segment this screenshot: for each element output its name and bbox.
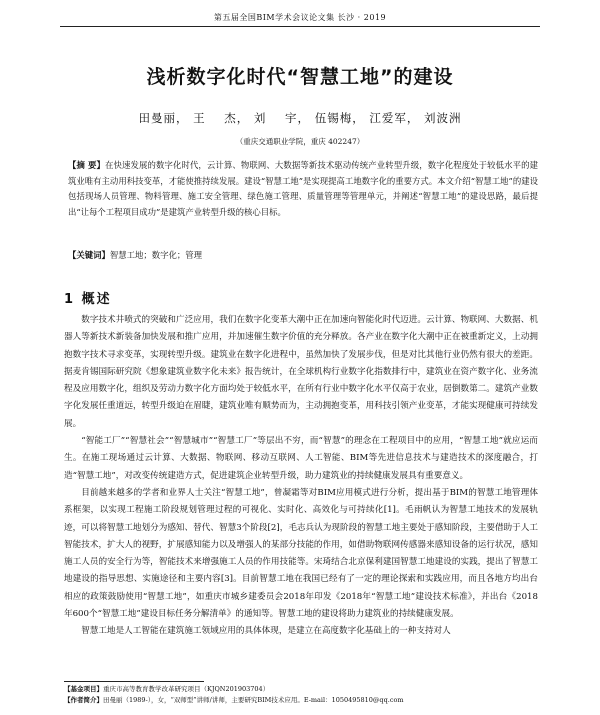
- paragraph: “智能工厂”“智慧社会”“智慧城市”“智慧工厂”等层出不穷，而“智慧”的理念在工程项目中的应用，“智慧工地”就应运而生。在施工现场通过云计算、大数据、物联网、移动互联网、人工智能、BIM等先进信息技术与建造技术的深度融合，打造“智慧工地”，对改变传统建造方式，促进建筑企业转型升级，助力建筑业的持续健康发展具有重要意义。: [64, 436, 538, 481]
- abstract: [68, 158, 538, 220]
- running-head: 第五届全国BIM学术会议论文集 长沙 · 2019: [213, 13, 387, 22]
- paragraph: 目前越来越多的学者和业界人士关注“智慧工地”，曾凝霜等对BIM应用模式进行分析，提出基于BIM的智慧工地管理体系框架，以实现工程施工阶段规划管理过程的可视化、实时化、高效化与可持续化[1]。毛雨帆认为智慧工地技术的发展轨迹，可以将智慧工地划分为感知、替代、智慧3个阶段[2]，毛志兵认为现阶段的智慧工地主要处于感知阶段，主要借助于人工智能技术，扩大人的视野，扩展感知能力以及增强人的某部分技能的作用，如借助物联网传感器来感知设备的运行状况，感知施工人员的安全行为等，智能技术来增强施工人员的作用技能等。宋琦结合北京保利建国智慧工地建设的实践，提出了智慧工地建设的指导思想、实施途径和主要内容[3]。目前智慧工地在我国已经有了一定的理论探索和实践应用，而且各地方均出台相应的政策鼓励使用“智慧工地”，如重庆市城乡建委员会2018年印发《2018年“智慧工地”建设技术标准》，并出台《2018年600个“智慧工地”建设目标任务分解清单》的通知等。智慧工地的建设将助力建筑业的持续健康发展。: [64, 487, 538, 620]
- footnote-text: 田曼丽（1989-），女，“双师型”讲师/讲师，主要研究BIM技术应用。E-mail：1050495810@qq.com: [103, 696, 404, 704]
- body-text: [64, 312, 538, 641]
- section-heading: [64, 288, 112, 307]
- footnote-funding: [64, 684, 538, 695]
- keywords-text: 智慧工地；数字化；管理: [109, 250, 202, 260]
- paragraph: 数字技术井喷式的突破和广泛应用，我们在数字化变革大潮中正在加速向智能化时代迈进。云计算、物联网、大数据、机器人等新技术新装备加快发展和推广应用，并加速催生数字价值的充分释放。各产业在数字化大潮中正在被重新定义，上动拥抱数字技术寻求变革，实现转型升级。建筑业在数字化进程中，虽然加快了发展步伐，但是对比其他行业仍然有很大的差距。据麦肯锡国际研究院《想象建筑业数字化未来》报告统计，在全球机构行业数字化指数排行中，建筑业在资产数字化、业务流程及应用数字化，组织及劳动力数字化方面均处于较低水平，在所有行业中数字化水平仅高于农业，居倒数第二。建筑产业数字化发展任重道远，转型升级迫在眉睫，建筑业唯有顺势而为，主动拥抱变革，用科技引领产业变革，才能实现健康可持续发展。: [64, 315, 538, 429]
- paragraph: 智慧工地是人工智能在建筑施工领域应用的具体体现，是建立在高度数字化基础上的一种支持对人: [81, 626, 451, 637]
- footnote-text: 重庆市高等教育教学改革研究项目（KJQN201903704）: [103, 685, 270, 693]
- affiliation: （重庆交通职业学院，重庆 402247）: [235, 137, 365, 146]
- header-rule: [60, 26, 540, 27]
- footnote-rule: [64, 681, 204, 682]
- abstract-label: 【摘 要】: [68, 160, 106, 170]
- abstract-text: 在快速发展的数字化时代，云计算、物联网、大数据等新技术驱动传统产业转型升级，数字化程度处于较低水平的建筑业唯有主动用科技变革，才能使推持续发展。建设“智慧工地”是实现提高工地数字化的重要方式。本文介绍“智慧工地”的建设包括现场人员管理、物料管理、施工安全管理、绿色施工管理、质量管理等管理单元，并阐述“智慧工地”的建设思路，最后提出“让每个工程项目成功”是建筑产业转型升级的核心目标。: [68, 160, 539, 217]
- paper-title: 浅析数字化时代“智慧工地”的建设: [146, 66, 454, 88]
- footnote-author-bio: [64, 695, 538, 706]
- footnote-label: 【作者简介】: [64, 696, 103, 704]
- section-title: 概述: [81, 292, 112, 307]
- author-list: 田曼丽， 王 杰， 刘 宇， 伍锡梅， 江爱军， 刘波洲: [138, 111, 462, 125]
- keywords: [68, 249, 538, 261]
- keywords-label: 【关键词】: [68, 250, 110, 260]
- footnote-label: 【基金项目】: [64, 685, 103, 693]
- section-number: 1: [64, 292, 76, 307]
- footnotes: [64, 684, 538, 706]
